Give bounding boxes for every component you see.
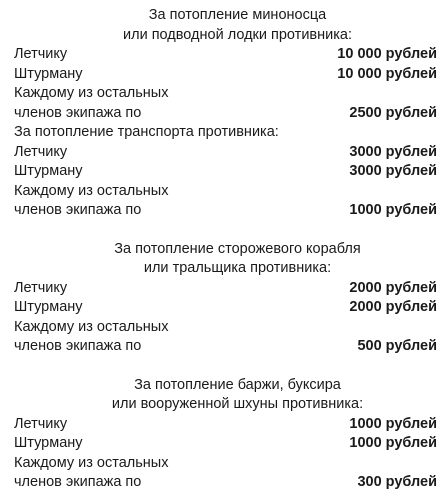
reward-row-pilot <box>14 45 437 65</box>
reward-amount: 3000 рублей <box>349 143 437 160</box>
reward-label: членов экипажа по <box>14 474 142 490</box>
subsection-heading-transport: За потопление транспорта противника: <box>14 124 279 140</box>
reward-amount: 300 рублей <box>357 474 437 490</box>
reward-row-pilot <box>14 415 437 435</box>
reward-label: Штурману <box>14 65 83 82</box>
reward-amount: 500 рублей <box>357 338 437 354</box>
reward-label: Штурману <box>14 299 83 315</box>
heading-line: или вооруженной шхуны противника: <box>111 396 364 412</box>
reward-label: Летчику <box>14 279 68 296</box>
crew-line <box>14 473 437 493</box>
crew-line <box>14 104 437 124</box>
reward-label: членов экипажа по <box>14 338 142 354</box>
section-heading <box>14 240 437 279</box>
crew-line <box>14 201 437 221</box>
reward-label: Штурману <box>14 435 83 451</box>
reward-row-crew <box>14 182 437 221</box>
section-barge-tug-schooner <box>14 376 437 493</box>
reward-amount: 2000 рублей <box>349 299 437 315</box>
reward-amount: 1000 рублей <box>349 435 437 451</box>
reward-amount: 1000 рублей <box>349 415 437 432</box>
heading-line: или подводной лодки противника: <box>123 26 352 43</box>
section-heading <box>14 6 437 45</box>
heading-line: или тральщика противника: <box>143 260 332 276</box>
reward-label: Штурману <box>14 163 83 179</box>
section-patrol-minesweeper <box>14 240 437 357</box>
heading-line: За потопление баржи, буксира <box>134 376 341 393</box>
reward-row-crew <box>14 318 437 357</box>
reward-amount: 10 000 рублей <box>337 46 437 62</box>
crew-line <box>14 454 437 474</box>
heading-line: За потопление миноносца <box>148 7 327 23</box>
crew-line <box>14 84 437 104</box>
crew-line <box>14 337 437 357</box>
reward-amount: 2500 рублей <box>349 104 437 121</box>
reward-row-navigator <box>14 162 437 182</box>
crew-line <box>14 318 437 338</box>
crew-line <box>14 182 437 202</box>
reward-label: Каждому из остальных <box>14 454 169 471</box>
reward-amount: 3000 рублей <box>349 163 437 179</box>
reward-label: членов экипажа по <box>14 104 142 121</box>
reward-row-navigator <box>14 65 437 85</box>
reward-amount: 10 000 рублей <box>337 65 437 82</box>
reward-label: Летчику <box>14 143 68 160</box>
reward-row-pilot <box>14 279 437 299</box>
reward-label: Каждому из остальных <box>14 182 169 199</box>
heading-line: За потопление сторожевого корабля <box>114 240 361 257</box>
reward-row-crew <box>14 454 437 493</box>
reward-label: Каждому из остальных <box>14 318 169 335</box>
reward-row-pilot <box>14 143 437 163</box>
reward-row-crew <box>14 84 437 123</box>
reward-label: членов экипажа по <box>14 202 142 218</box>
section-heading <box>14 376 437 415</box>
reward-amount: 1000 рублей <box>349 202 437 218</box>
reward-label: Каждому из остальных <box>14 85 169 101</box>
reward-row-navigator <box>14 434 437 454</box>
reward-amount: 2000 рублей <box>349 279 437 296</box>
section-destroyer-submarine <box>14 6 437 221</box>
reward-label: Летчику <box>14 46 68 62</box>
reward-label: Летчику <box>14 415 68 432</box>
reward-row-navigator <box>14 298 437 318</box>
